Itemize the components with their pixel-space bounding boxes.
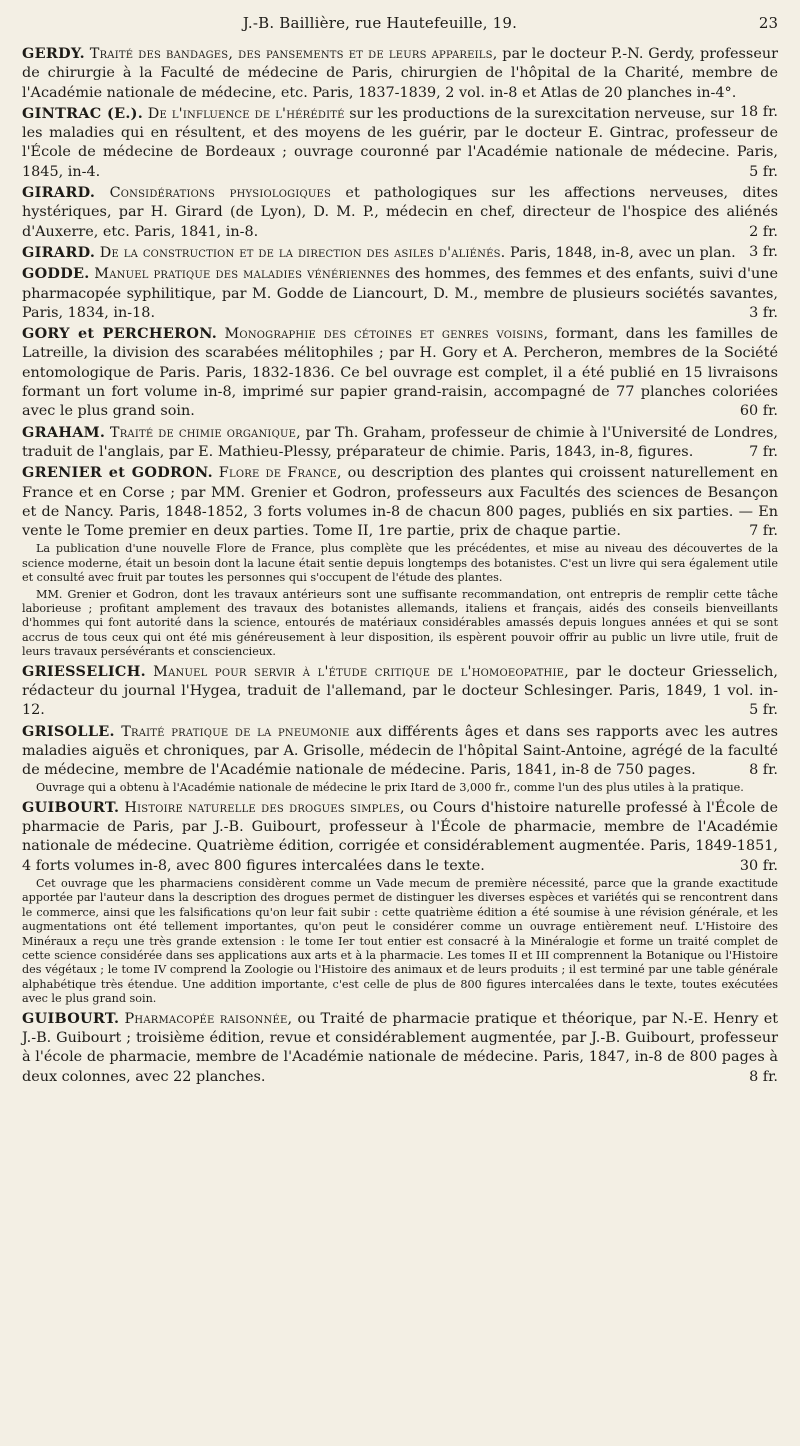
catalogue-entry: GORY et PERCHERON. Monographie des cétoines et genres voisins, formant, dans les familles de Latreille, la division des scarabées mélitophiles ; par H. Gory et A. Percheron, membres de la Société entomologique de Paris. Paris, 1832-1836. Ce bel ouvrage est complet, il a été publié en 15 livraisons formant un fort volume in-8, imprimé sur papier grand-raisin, accompagné de 77 planches coloriées avec le plus grand soin. 60 fr.	[22, 325, 779, 420]
editorial-note: La publication d'une nouvelle Flore de France, plus complète que les précédentes, et mise au niveau des découvertes de la science moderne, était un besoin dont la lacune était sentie depuis longtemps des botanistes. C'est un livre qui sera également utile et consulté avec fruit par toutes les personnes qui s'occupent de l'étude des plantes.	[22, 542, 778, 585]
page-number: 23	[758, 14, 778, 32]
catalogue-entry: GINTRAC (E.). De l'influence de l'hérédité sur les productions de la surexcitation nerveuse, sur les maladies qui en résultent, et des moyens de les guérir, par le docteur E. Gintrac, professeur de l'École de médecine de Bordeaux ; ouvrage couronné par l'Académie nationale de médecine. Paris, 1845, in-4. 5 fr.	[22, 104, 778, 180]
editorial-note: Cet ouvrage que les pharmaciens considèrent comme un Vade mecum de première nécessité, parce que la grande exactitude apportée par l'auteur dans la description des drogues permet de distinguer les diverses espèces et variétés qui se rencontrent dans le commerce, ainsi que les falsifications qu'on leur fait subir : cette quatrième édition a été soumise à une révision générale, et les augmentations ont été tellement importantes, qu'on peut le considérer comme un ouvrage entièrement neuf. L'Histoire des Minéraux a reçu une très grande extension : le tome Ier tout entier est consacré à la Minéralogie et forme un traité complet de cette science considérée dans ses applications aux arts et à la pharmacie. Les tomes II et III comprennent la Botanique ou l'Histoire des végétaux ; le tome IV comprend la Zoologie ou l'Histoire des animaux et de leurs produits ; il est terminé par une table générale alphabétique très étendue. Une addition importante, c'est celle de plus de 800 figures intercalées dans le texte, toutes exécutées avec le plus grand soin.	[22, 877, 778, 1006]
running-title: J.-B. Baillière, rue Hautefeuille, 19.	[242, 14, 518, 32]
catalogue-entry: GRISOLLE. Traité pratique de la pneumonie aux différents âges et dans ses rapports avec les autres maladies aiguës et chroniques, par A. Grisolle, médecin de l'hôpital Saint-Antoine, agrégé de la faculté de médecine, membre de l'Académie nationale de médecine. Paris, 1841, in-8 de 750 pages. 8 fr.	[22, 722, 778, 779]
editorial-note: Ouvrage qui a obtenu à l'Académie nationale de médecine le prix Itard de 3,000 fr., comme l'un des plus utiles à la pratique.	[36, 781, 744, 795]
editorial-note: MM. Grenier et Godron, dont les travaux antérieurs sont une suffisante recommandation, ont entrepris de remplir cette tâche laborieuse ; profitant amplement des travaux des botanistes allemands, italiens et français, aidés des conseils bienveillants d'hommes qui font autorité dans la science, entourés de matériaux considérables amassés depuis longues années et qui se sont accrus de tous ceux qui ont été mis généreusement à leur disposition, ils espèrent pouvoir offrir au public un livre utile, fruit de leurs travaux persévérants et consciencieux.	[22, 587, 778, 659]
catalogue-entry: GRIESSELICH. Manuel pour servir à l'étude critique de l'homoeopathie, par le docteur Griesselich, rédacteur du journal l'Hygea, traduit de l'allemand, par le docteur Schlesinger. Paris, 1849, 1 vol. in-12. 5 fr.	[22, 662, 778, 719]
catalogue-entry: GUIBOURT. Pharmacopée raisonnée, ou Traité de pharmacie pratique et théorique, par N.-E. Henry et J.-B. Guibourt ; troisième édition, revue et considérablement augmentée, par J.-B. Guibourt, professeur à l'école de pharmacie, membre de l'Académie nationale de médecine. Paris, 1847, in-8 de 800 pages à deux colonnes, avec 22 planches. 8 fr.	[22, 1009, 778, 1085]
catalogue-entry: GRAHAM. Traité de chimie organique, par Th. Graham, professeur de chimie à l'Université de Londres, traduit de l'anglais, par E. Mathieu-Plessy, préparateur de chimie. Paris, 1843, in-8, figures. 7 fr.	[22, 423, 779, 460]
catalogue-entry: GRENIER et GODRON. Flore de France, ou description des plantes qui croissent naturellement en France et en Corse ; par MM. Grenier et Godron, professeurs aux Facultés des sciences de Besançon et de Nancy. Paris, 1848-1852, 3 forts volumes in-8 de chacun 800 pages, publiés en six parties. — En vente le Tome premier en deux parties. Tome II, 1re partie, prix de chaque partie. 7 fr.	[22, 464, 779, 540]
running-header	[22, 14, 778, 42]
catalogue-entry: GODDE. Manuel pratique des maladies vénériennes des hommes, des femmes et des enfants, suivi d'une pharmacopée syphilitique, par M. Godde de Liancourt, D. M., membre de plusieurs sociétés savantes, Paris, 1834, in-18. 3 fr.	[22, 265, 778, 321]
catalogue-entry: GIRARD. De la construction et de la direction des asiles d'aliénés. Paris, 1848, in-8, avec un plan. 3 fr.	[22, 243, 778, 261]
catalogue-entries	[22, 44, 778, 1087]
catalogue-entry: GERDY. Traité des bandages, des pansements et de leurs appareils, par le docteur P.-N. Gerdy, professeur de chirurgie à la Faculté de médecine de Paris, chirurgien de l'hôpital de la Charité, membre de l'Académie nationale de médecine, etc. Paris, 1837-1839, 2 vol. in-8 et Atlas de 20 planches in-4°. 18 fr.	[22, 45, 778, 120]
catalogue-entry: GIRARD. Considérations physiologiques et pathologiques sur les affections nerveuses, dites hystériques, par H. Girard (de Lyon), D. M. P., médecin en chef, directeur de l'hospice des aliénés d'Auxerre, etc. Paris, 1841, in-8. 2 fr.	[22, 184, 778, 240]
catalogue-entry: GUIBOURT. Histoire naturelle des drogues simples, ou Cours d'histoire naturelle professé à l'École de pharmacie de Paris, par J.-B. Guibourt, professeur à l'École de pharmacie, membre de l'Académie nationale de médecine. Quatrième édition, corrigée et considérablement augmentée. Paris, 1849-1851, 4 forts volumes in-8, avec 800 figures intercalées dans le texte. 30 fr.	[22, 798, 778, 874]
